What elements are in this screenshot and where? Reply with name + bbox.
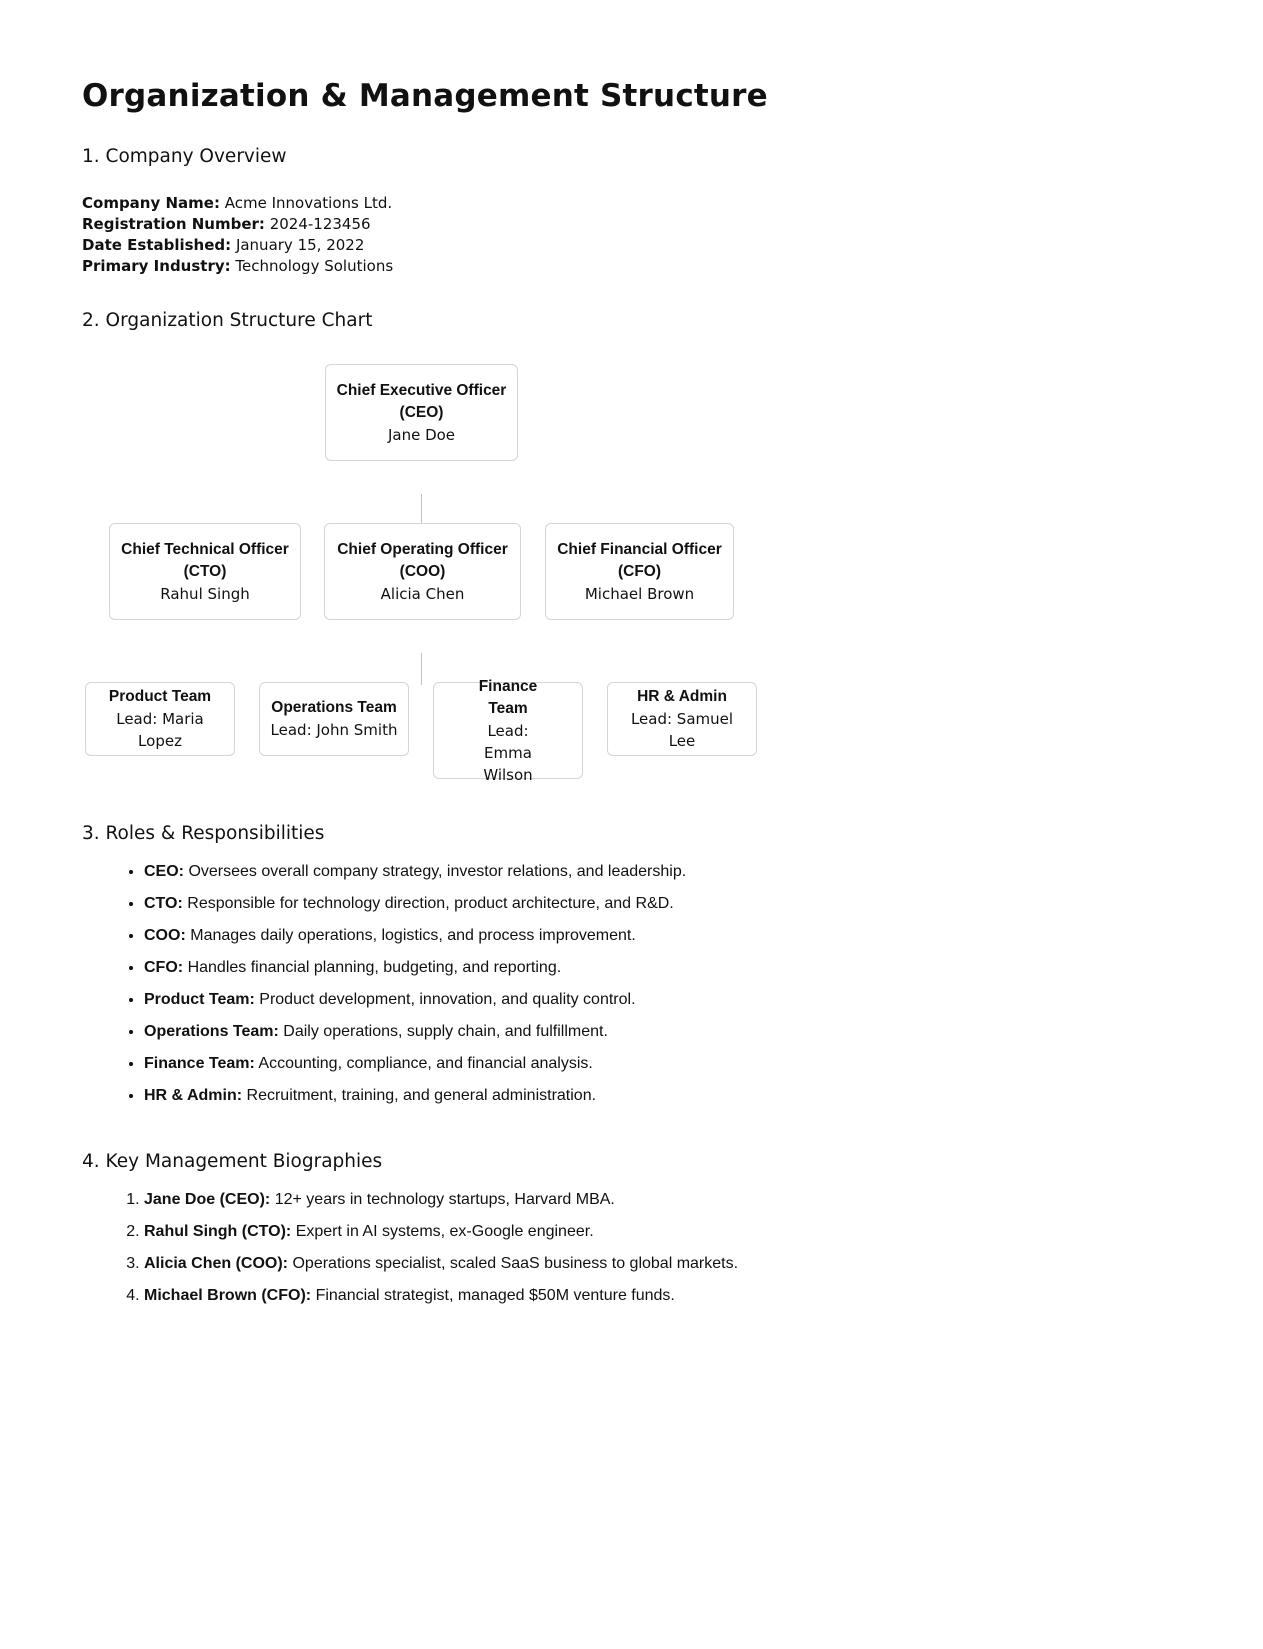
overview-value: Acme Innovations Ltd. — [224, 194, 393, 212]
org-box-role: Chief Executive Officer (CEO) — [336, 381, 507, 421]
list-item — [144, 862, 686, 882]
overview-row-date-established — [82, 235, 393, 256]
list-item — [144, 1254, 982, 1274]
company-overview — [82, 193, 393, 277]
overview-value: Technology Solutions — [235, 257, 394, 275]
role-label: Operations Team: — [144, 1023, 279, 1040]
list-item — [144, 1222, 982, 1242]
org-box-finance-team — [433, 677, 583, 784]
section-heading-bios: 4. Key Management Biographies — [82, 1151, 383, 1172]
role-label: CTO: — [144, 895, 183, 912]
org-box-name: Jane Doe — [387, 425, 456, 444]
role-text: Recruitment, training, and general administration. — [246, 1087, 597, 1104]
bio-label: Rahul Singh (CTO): — [144, 1223, 292, 1240]
list-item — [144, 1022, 686, 1042]
list-item — [144, 894, 686, 914]
org-box-role: Chief Operating Officer (COO) — [337, 540, 508, 580]
role-text: Manages daily operations, logistics, and process improvement. — [190, 927, 636, 944]
org-box-lead: Lead: Maria Lopez — [116, 710, 204, 750]
role-text: Responsible for technology direction, product architecture, and R&D. — [187, 895, 674, 912]
overview-row-registration-number — [82, 214, 393, 235]
bios-clip — [82, 1190, 982, 1310]
list-item — [144, 1190, 982, 1210]
org-box-cfo — [545, 523, 734, 620]
list-item — [144, 1286, 982, 1306]
list-item — [144, 990, 686, 1010]
overview-value: 2024-123456 — [269, 215, 371, 233]
org-box-operations-team — [259, 682, 409, 756]
org-box-cto — [109, 523, 301, 620]
org-box-role: Product Team — [108, 688, 212, 705]
bio-text: Financial strategist, managed $50M venture funds. — [315, 1287, 675, 1304]
org-box-name: Michael Brown — [584, 584, 695, 603]
overview-label: Date Established: — [82, 236, 232, 254]
role-text: Product development, innovation, and quality control. — [259, 991, 636, 1008]
section-heading-roles: 3. Roles & Responsibilities — [82, 823, 325, 844]
bio-label: Jane Doe (CEO): — [144, 1191, 271, 1208]
org-box-name: Alicia Chen — [380, 584, 465, 603]
org-box-product-team — [85, 682, 235, 756]
list-item — [144, 926, 686, 946]
org-box-role: Finance Team — [478, 677, 538, 717]
list-item — [144, 1054, 686, 1074]
role-label: CEO: — [144, 863, 184, 880]
org-box-coo — [324, 523, 521, 620]
bio-label: Michael Brown (CFO): — [144, 1287, 312, 1304]
role-text: Handles financial planning, budgeting, and reporting. — [187, 959, 562, 976]
list-item — [144, 1086, 686, 1106]
org-box-lead: Lead: John Smith — [270, 721, 398, 739]
bio-label: Alicia Chen (COO): — [144, 1255, 289, 1272]
org-box-ceo — [325, 364, 518, 461]
connector-line — [421, 653, 422, 685]
role-label: Product Team: — [144, 991, 255, 1008]
org-box-role: Chief Technical Officer (CTO) — [121, 540, 289, 580]
role-label: Finance Team: — [144, 1055, 255, 1072]
overview-label: Primary Industry: — [82, 257, 231, 275]
role-text: Oversees overall company strategy, investor relations, and leadership. — [188, 863, 687, 880]
org-box-role: HR & Admin — [637, 688, 727, 705]
role-label: HR & Admin: — [144, 1087, 243, 1104]
overview-value: January 15, 2022 — [235, 236, 365, 254]
role-text: Accounting, compliance, and financial analysis. — [258, 1055, 593, 1072]
section-heading-org-chart: 2. Organization Structure Chart — [82, 310, 373, 331]
overview-row-primary-industry — [82, 256, 393, 277]
org-box-lead: Lead: Emma Wilson — [483, 721, 533, 784]
overview-row-company-name — [82, 193, 393, 214]
roles-list — [82, 862, 686, 1118]
overview-label: Company Name: — [82, 194, 220, 212]
bio-text: Expert in AI systems, ex-Google engineer. — [295, 1223, 594, 1240]
org-box-name: Rahul Singh — [160, 584, 250, 603]
bio-text: Operations specialist, scaled SaaS business to global markets. — [292, 1255, 739, 1272]
org-box-lead: Lead: Samuel Lee — [630, 710, 734, 750]
section-heading-overview: 1. Company Overview — [82, 146, 287, 167]
connector-line — [421, 494, 422, 526]
org-box-role: Chief Financial Officer (CFO) — [557, 540, 722, 580]
list-item — [144, 958, 686, 978]
role-label: COO: — [144, 927, 186, 944]
bios-list — [82, 1190, 982, 1306]
bio-text: 12+ years in technology startups, Harvard MBA. — [274, 1191, 615, 1208]
role-label: CFO: — [144, 959, 184, 976]
org-box-role: Operations Team — [271, 699, 397, 716]
overview-label: Registration Number: — [82, 215, 265, 233]
page-title: Organization & Management Structure — [82, 78, 768, 114]
role-text: Daily operations, supply chain, and fulfillment. — [283, 1023, 608, 1040]
org-box-hr-admin — [607, 682, 757, 756]
